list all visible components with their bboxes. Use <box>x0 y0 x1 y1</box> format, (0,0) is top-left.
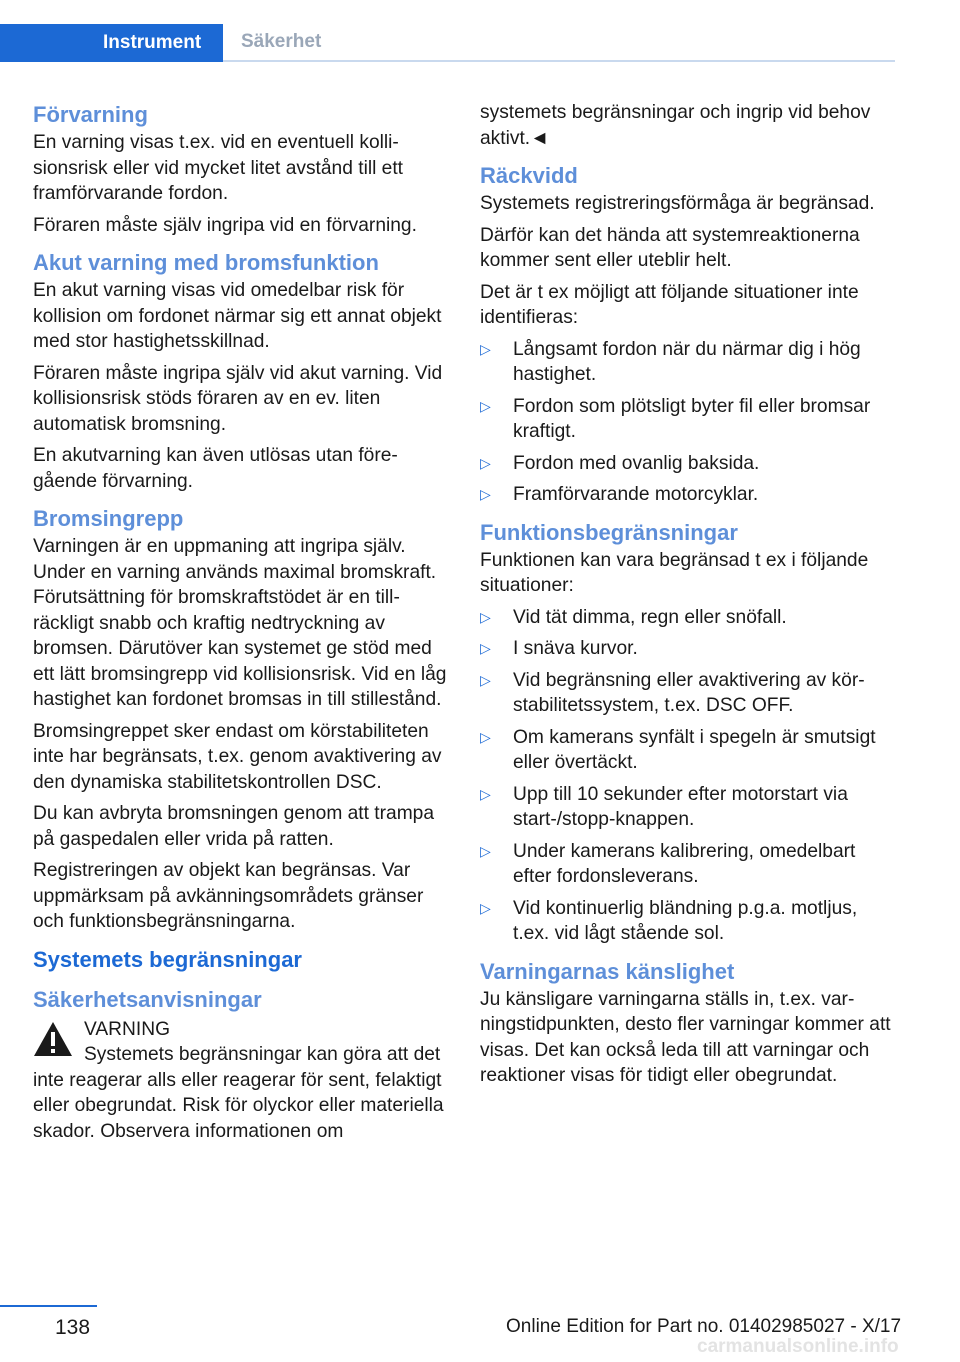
triangle-right-icon: ▷ <box>480 671 491 688</box>
warning-triangle-icon <box>33 1021 73 1057</box>
warning-body: Systemets begränsningar kan göra att det inte reagerar alls eller reagerar för sent, felaktigt eller obegrundat. Risk för olyckor eller materiella skador. Observera informationen om <box>33 1044 444 1142</box>
list-item: ▷ Vid begränsning eller avaktivering av körstabilitetssystem, t.ex. DSC OFF. <box>480 669 865 716</box>
list-item: ▷ I snäva kurvor. <box>480 636 895 662</box>
list-item: ▷ Under kamerans kalibrering, omedelbart efter fordonsleverans. <box>480 840 856 887</box>
heading-sakerhetsanvisningar: Säkerhetsanvisningar <box>33 986 262 1012</box>
paragraph: Därför kan det hända att systemreaktionerna kommer sent eller uteblir helt. <box>480 224 860 271</box>
paragraph: Systemets registreringsförmåga är begränsad. <box>480 193 875 214</box>
triangle-right-icon: ▷ <box>480 785 491 802</box>
list-item: ▷ Framförvarande motorcyklar. <box>480 482 895 508</box>
page-number: 138 <box>55 1316 91 1339</box>
list-item: ▷ Vid kontinuerlig bländning p.g.a. motljus, t.ex. vid lågt stående sol. <box>480 897 858 944</box>
triangle-right-icon: ▷ <box>480 486 491 502</box>
heading-rackvidd: Räckvidd <box>480 163 578 188</box>
list-item: ▷ Vid tät dimma, regn eller snöfall. <box>480 605 895 631</box>
tab-instrument[interactable]: Instrument <box>0 24 223 62</box>
paragraph: Registreringen av objekt kan begränsas. Var uppmärksam på avkänningsområdets gränser och funktionsbegränsningarna. <box>33 860 424 932</box>
triangle-right-icon: ▷ <box>480 397 491 414</box>
footer-rule <box>0 1305 97 1307</box>
header-tabs <box>0 24 895 62</box>
list-item: ▷ Om kamerans synfält i spegeln är smutsigt eller övertäckt. <box>480 726 876 773</box>
triangle-right-icon: ▷ <box>480 640 491 656</box>
heading-bromsingrepp: Bromsingrepp <box>33 506 184 531</box>
paragraph-continued: systemets begränsningar och ingrip vid behov aktivt.◄ <box>480 102 871 149</box>
tab-sakerhet[interactable]: Säkerhet <box>223 24 895 62</box>
triangle-right-icon: ▷ <box>480 454 491 471</box>
warning-title: VARNING <box>84 1018 170 1040</box>
right-column <box>480 100 895 1097</box>
paragraph: Bromsingreppet sker endast om körstabiliteten inte har begränsats, t.ex. genom avaktivering av den dynamiska stabilitetskontrollen DSC. <box>33 720 442 793</box>
triangle-right-icon: ▷ <box>480 728 491 745</box>
triangle-right-icon: ▷ <box>480 608 491 625</box>
paragraph: En akutvarning kan även utlösas utan föregående förvarning. <box>33 445 398 492</box>
paragraph: Det är t ex möjligt att följande situationer inte identifieras: <box>480 281 859 328</box>
paragraph: Varningen är en uppmaning att ingripa själv. Under en varning används maximal bromskraft. Förutsättning för bromskraftstödet är en tillräckligt snabb och kraftig nedtryckning av bromsen. Därutöver kan systemet ge stöd med ett lätt bromsingrepp vid kollisionsrisk. Vid en låg hastighet kan fordonet bromsas in till stillestånd. <box>33 536 447 710</box>
paragraph: Funktionen kan vara begränsad t ex i följande situationer: <box>480 549 869 596</box>
paragraph: En varning visas t.ex. vid en eventuell kollisionsrisk eller vid mycket litet avstånd till ett framförvarande fordon. <box>33 132 404 204</box>
bullet-list-funktion <box>480 605 895 947</box>
bullet-list-rackvidd <box>480 337 895 508</box>
list-item: ▷ Upp till 10 sekunder efter motorstart via start-/stopp-knappen. <box>480 783 848 830</box>
paragraph: Föraren måste själv ingripa vid en förvarning. <box>33 214 417 236</box>
edition-note: Online Edition for Part no. 01402985027 - X/17 <box>506 1316 902 1337</box>
paragraph: En akut varning visas vid omedelbar risk för kollision om fordonet närmar sig ett annat objekt med stor hastighetsskillnad. <box>33 280 442 352</box>
heading-systemets-begransningar: Systemets begränsningar <box>33 946 302 972</box>
heading-funktionsbegransningar: Funktionsbegränsningar <box>480 519 738 545</box>
triangle-right-icon: ▷ <box>480 842 491 859</box>
paragraph: Ju känsligare varningarna ställs in, t.ex. varningstidpunkten, desto fler varningar kommer att visas. Det kan också leda till att varningar och reaktioner visas för tidigt eller obegrundat. <box>480 988 891 1086</box>
watermark: carmanualsonline.info <box>697 1336 899 1357</box>
heading-varningarnas-kanslighet: Varningarnas känslighet <box>480 958 735 984</box>
triangle-right-icon: ▷ <box>480 340 491 357</box>
paragraph: Föraren måste ingripa själv vid akut varning. Vid kollisionsrisk stöds föraren av en ev. liten automatisk bromsning. <box>33 362 443 435</box>
heading-forvarning: Förvarning <box>33 102 148 127</box>
heading-akut-varning: Akut varning med bromsfunktion <box>33 250 379 275</box>
paragraph: Du kan avbryta bromsningen genom att trampa på gaspedalen eller vrida på ratten. <box>33 803 435 850</box>
list-item: ▷ Fordon med ovanlig baksida. <box>480 451 895 477</box>
warning-box <box>33 1017 451 1145</box>
list-item: ▷ Långsamt fordon när du närmar dig i hög hastighet. <box>480 338 861 385</box>
triangle-right-icon: ▷ <box>480 899 491 916</box>
left-column <box>33 100 451 1152</box>
list-item: ▷ Fordon som plötsligt byter fil eller bromsar kraftigt. <box>480 395 871 442</box>
